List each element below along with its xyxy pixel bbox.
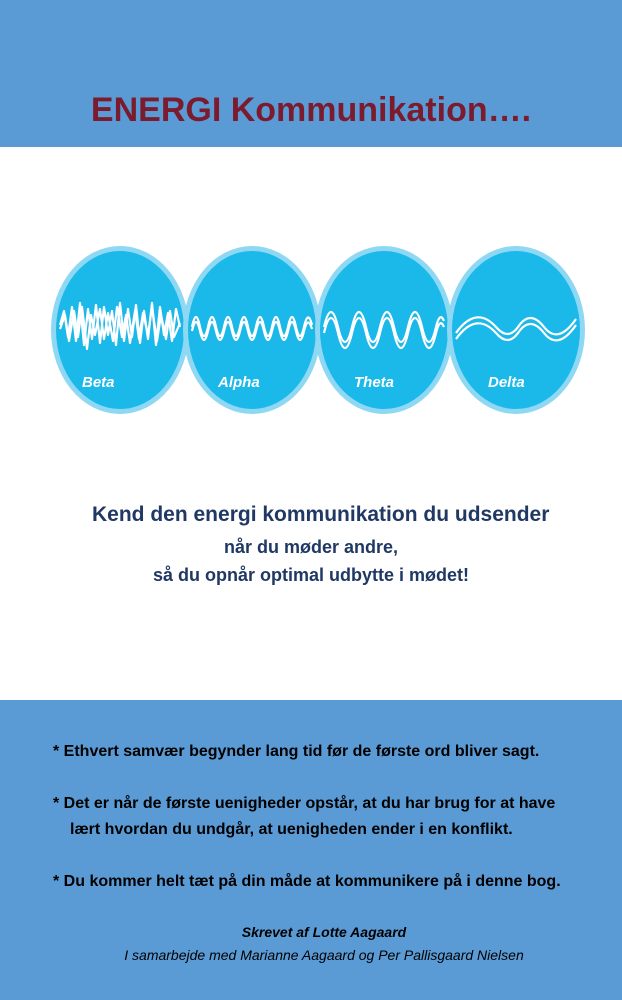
bullet-2-line-1: * Det er når de første uenigheder opstår, at du har brug for at have bbox=[53, 795, 556, 812]
brainwave-illustration bbox=[50, 245, 585, 415]
theta-wave-icon bbox=[314, 245, 454, 415]
tagline-line-3: så du opnår optimal udbytte i mødet! bbox=[152, 565, 469, 585]
alpha-wave-icon bbox=[182, 245, 322, 415]
bullet-1: * Ethvert samvær begynder lang tid før de første ord bliver sagt. bbox=[53, 743, 540, 760]
wave-label-delta: Delta bbox=[488, 374, 525, 391]
beta-wave-icon bbox=[50, 245, 190, 415]
bullet-2-line-2: lært hvordan du undgår, at uenigheden ender i en konflikt. bbox=[70, 821, 513, 838]
wave-label-alpha: Alpha bbox=[218, 374, 260, 391]
author-credit: Skrevet af Lotte Aagaard bbox=[241, 924, 407, 940]
tagline-line-2: når du møder andre, bbox=[223, 537, 399, 557]
page-title: ENERGI Kommunikation…. bbox=[90, 91, 532, 129]
wave-label-theta: Theta bbox=[354, 374, 395, 391]
collaboration-credit: I samarbejde med Marianne Aagaard og Per Pallisgaard Nielsen bbox=[124, 947, 524, 963]
bullet-3: * Du kommer helt tæt på din måde at kommunikere på i denne bog. bbox=[53, 873, 561, 890]
delta-wave-icon bbox=[446, 245, 586, 415]
tagline-line-1: Kend den energi kommunikation du udsender bbox=[92, 503, 550, 526]
wave-label-beta: Beta bbox=[82, 374, 115, 391]
